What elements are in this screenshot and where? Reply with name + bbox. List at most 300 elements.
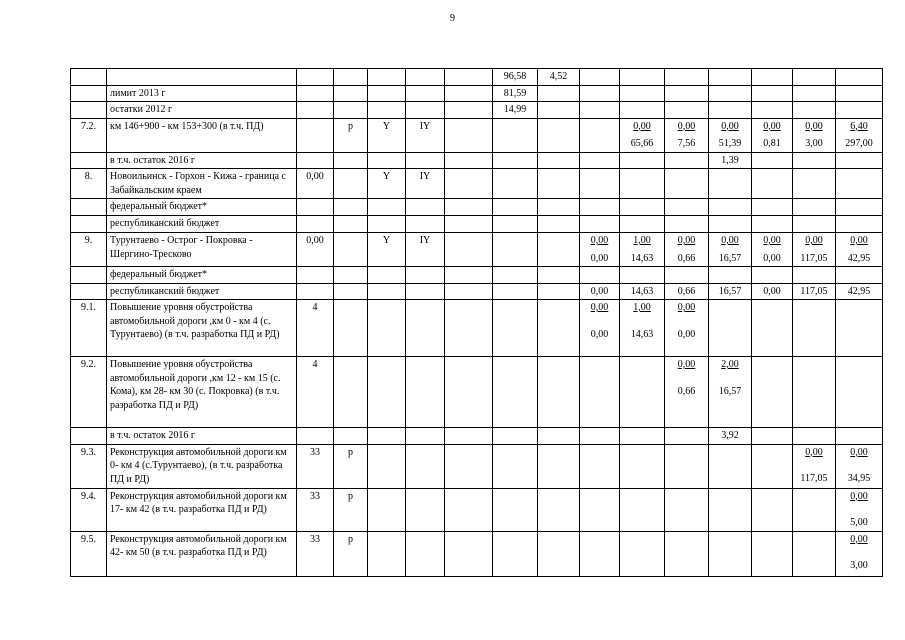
value-cell xyxy=(538,444,580,488)
cell-bottom-value: 3,00 xyxy=(805,138,823,149)
value-cell xyxy=(406,531,445,576)
description-cell xyxy=(107,69,297,86)
value-cell xyxy=(368,444,406,488)
cell-top-value: 0,00 xyxy=(763,120,781,132)
value-cell xyxy=(793,444,836,488)
value-cell xyxy=(752,216,793,233)
value-cell xyxy=(368,283,406,300)
value-cell xyxy=(445,85,493,102)
value-cell xyxy=(793,169,836,199)
cell-bottom-value: 3,00 xyxy=(850,560,868,571)
row-number-cell: 9. xyxy=(71,233,107,267)
cell-bottom-value: 0,00 xyxy=(763,252,781,264)
value-cell xyxy=(334,102,368,119)
value-cell xyxy=(836,488,883,531)
value-cell: IY xyxy=(406,118,445,152)
cell-bottom-value: 34,95 xyxy=(847,473,871,484)
value-cell xyxy=(368,102,406,119)
value-cell xyxy=(406,216,445,233)
value-cell xyxy=(793,428,836,445)
value-cell xyxy=(580,69,620,86)
cell-bottom-value: 42,95 xyxy=(847,252,871,264)
description-cell: Реконструкция автомобильной дороги км 0- км 4 (с.Турунтаево), (в т.ч. разработка ПД и РД) xyxy=(107,444,297,488)
value-cell: IY xyxy=(406,233,445,267)
value-cell xyxy=(368,69,406,86)
value-cell: р xyxy=(334,488,368,531)
value-cell xyxy=(538,531,580,576)
value-cell xyxy=(709,300,752,357)
value-cell: 4,52 xyxy=(538,69,580,86)
value-cell xyxy=(709,267,752,284)
value-cell xyxy=(406,267,445,284)
description-cell: Новоильинск - Горхон - Кижа - граница с Забайкальским краем xyxy=(107,169,297,199)
table-row xyxy=(71,428,883,445)
value-cell xyxy=(620,428,665,445)
value-cell: 117,05 xyxy=(793,283,836,300)
value-cell xyxy=(620,357,665,428)
value-cell xyxy=(709,169,752,199)
value-cell xyxy=(752,488,793,531)
value-cell xyxy=(580,118,620,152)
value-cell xyxy=(297,85,334,102)
value-cell xyxy=(368,199,406,216)
cell-bottom-value: 0,66 xyxy=(677,385,696,397)
value-cell xyxy=(709,531,752,576)
value-cell xyxy=(709,199,752,216)
value-cell xyxy=(368,488,406,531)
value-cell xyxy=(406,357,445,428)
value-cell xyxy=(538,118,580,152)
value-cell xyxy=(836,102,883,119)
row-number-cell: 9.4. xyxy=(71,488,107,531)
value-cell xyxy=(665,118,709,152)
value-cell xyxy=(665,488,709,531)
value-cell xyxy=(493,283,538,300)
value-cell xyxy=(709,444,752,488)
value-cell xyxy=(445,531,493,576)
value-cell xyxy=(493,152,538,169)
value-cell xyxy=(793,152,836,169)
cell-bottom-value: 16,57 xyxy=(718,385,742,397)
table-row xyxy=(71,357,883,428)
value-cell xyxy=(406,283,445,300)
value-cell xyxy=(836,199,883,216)
value-cell: Y xyxy=(368,233,406,267)
value-cell xyxy=(297,118,334,152)
description-cell: Реконструкция автомобильной дороги км 42- км 50 (в т.ч. разработка ПД и РД) xyxy=(107,531,297,576)
value-cell xyxy=(752,357,793,428)
table-row xyxy=(71,531,883,576)
value-cell xyxy=(793,118,836,152)
value-cell xyxy=(445,169,493,199)
row-number-cell xyxy=(71,283,107,300)
value-cell xyxy=(580,357,620,428)
value-cell: 33 xyxy=(297,488,334,531)
value-cell xyxy=(445,267,493,284)
table-row xyxy=(71,444,883,488)
cell-top-value: 0,00 xyxy=(677,120,696,132)
value-cell xyxy=(793,69,836,86)
cell-top-value: 0,00 xyxy=(763,235,781,246)
value-cell xyxy=(406,199,445,216)
value-cell xyxy=(620,102,665,119)
value-cell xyxy=(445,428,493,445)
value-cell xyxy=(445,444,493,488)
value-cell xyxy=(334,357,368,428)
value-cell xyxy=(836,444,883,488)
cell-top-value: 0,00 xyxy=(850,490,868,502)
value-cell xyxy=(538,283,580,300)
value-cell xyxy=(836,169,883,199)
value-cell xyxy=(538,300,580,357)
value-cell xyxy=(752,428,793,445)
row-number-cell: 9.2. xyxy=(71,357,107,428)
value-cell: Y xyxy=(368,118,406,152)
cell-top-value: 0,00 xyxy=(850,235,868,246)
value-cell xyxy=(752,444,793,488)
table-row xyxy=(71,283,883,300)
value-cell xyxy=(538,216,580,233)
value-cell xyxy=(665,233,709,267)
value-cell xyxy=(580,199,620,216)
value-cell: 0,00 xyxy=(580,283,620,300)
value-cell xyxy=(620,69,665,86)
table-row xyxy=(71,488,883,531)
description-cell: км 146+900 - км 153+300 (в т.ч. ПД) xyxy=(107,118,297,152)
value-cell xyxy=(580,488,620,531)
value-cell xyxy=(334,199,368,216)
cell-bottom-value: 65,66 xyxy=(630,138,654,149)
value-cell xyxy=(665,357,709,428)
value-cell xyxy=(493,488,538,531)
value-cell xyxy=(297,267,334,284)
value-cell xyxy=(368,85,406,102)
value-cell xyxy=(836,69,883,86)
value-cell xyxy=(445,102,493,119)
value-cell: 3,92 xyxy=(709,428,752,445)
value-cell xyxy=(620,152,665,169)
value-cell xyxy=(580,267,620,284)
value-cell xyxy=(709,357,752,428)
value-cell xyxy=(580,428,620,445)
value-cell xyxy=(297,428,334,445)
value-cell xyxy=(334,233,368,267)
value-cell xyxy=(665,69,709,86)
value-cell xyxy=(334,69,368,86)
value-cell xyxy=(620,488,665,531)
cell-top-value: 0,00 xyxy=(805,120,823,132)
value-cell xyxy=(793,233,836,267)
value-cell xyxy=(368,152,406,169)
description-cell: федеральный бюджет* xyxy=(107,199,297,216)
value-cell xyxy=(620,444,665,488)
value-cell xyxy=(793,357,836,428)
value-cell: 4 xyxy=(297,357,334,428)
cell-bottom-value: 0,00 xyxy=(677,328,696,340)
row-number-cell: 9.3. xyxy=(71,444,107,488)
value-cell: 0,00 xyxy=(752,283,793,300)
value-cell xyxy=(297,216,334,233)
value-cell xyxy=(836,233,883,267)
value-cell xyxy=(445,199,493,216)
value-cell xyxy=(368,531,406,576)
value-cell xyxy=(538,152,580,169)
value-cell xyxy=(620,216,665,233)
value-cell xyxy=(334,267,368,284)
cell-top-value: 0,00 xyxy=(590,302,609,313)
cell-bottom-value: 117,05 xyxy=(800,473,828,484)
value-cell xyxy=(580,233,620,267)
table-row xyxy=(71,216,883,233)
value-cell xyxy=(334,300,368,357)
value-cell xyxy=(580,152,620,169)
description-cell: в т.ч. остаток 2016 г xyxy=(107,152,297,169)
value-cell xyxy=(620,300,665,357)
value-cell xyxy=(752,300,793,357)
row-number-cell: 9.5. xyxy=(71,531,107,576)
value-cell xyxy=(620,85,665,102)
value-cell xyxy=(538,428,580,445)
value-cell xyxy=(297,102,334,119)
value-cell xyxy=(580,444,620,488)
description-cell: Повышение уровня обустройства автомобильной дороги ,км 12 - км 15 (с. Кома), км 28- км 30 (с. Покровка) (в т.ч. разработка ПД и РД) xyxy=(107,357,297,428)
value-cell xyxy=(538,267,580,284)
cell-top-value: 0,00 xyxy=(721,120,739,132)
value-cell xyxy=(793,216,836,233)
value-cell xyxy=(538,169,580,199)
value-cell xyxy=(836,216,883,233)
value-cell xyxy=(580,102,620,119)
value-cell: 0,00 xyxy=(297,233,334,267)
value-cell xyxy=(793,531,836,576)
table-row xyxy=(71,300,883,357)
value-cell xyxy=(793,199,836,216)
value-cell xyxy=(620,169,665,199)
description-cell: остатки 2012 г xyxy=(107,102,297,119)
description-cell: Реконструкция автомобильной дороги км 17- км 42 (в т.ч. разработка ПД и РД) xyxy=(107,488,297,531)
value-cell xyxy=(665,152,709,169)
value-cell xyxy=(836,152,883,169)
table-row xyxy=(71,267,883,284)
value-cell xyxy=(580,300,620,357)
value-cell xyxy=(368,216,406,233)
value-cell: 14,99 xyxy=(493,102,538,119)
value-cell xyxy=(836,428,883,445)
cell-bottom-value: 117,05 xyxy=(800,252,828,264)
table-row xyxy=(71,169,883,199)
value-cell xyxy=(538,357,580,428)
value-cell xyxy=(406,85,445,102)
value-cell: 16,57 xyxy=(709,283,752,300)
value-cell xyxy=(334,216,368,233)
value-cell xyxy=(836,300,883,357)
row-number-cell xyxy=(71,428,107,445)
value-cell xyxy=(538,102,580,119)
value-cell xyxy=(580,531,620,576)
row-number-cell xyxy=(71,69,107,86)
value-cell: 4 xyxy=(297,300,334,357)
value-cell: 81,59 xyxy=(493,85,538,102)
value-cell xyxy=(538,85,580,102)
value-cell xyxy=(334,428,368,445)
value-cell xyxy=(620,199,665,216)
value-cell: 33 xyxy=(297,444,334,488)
value-cell xyxy=(493,428,538,445)
value-cell xyxy=(334,85,368,102)
value-cell xyxy=(836,267,883,284)
cell-top-value: 6,40 xyxy=(850,120,868,132)
value-cell xyxy=(538,488,580,531)
value-cell xyxy=(793,85,836,102)
value-cell xyxy=(406,444,445,488)
value-cell xyxy=(493,531,538,576)
value-cell: Y xyxy=(368,169,406,199)
cell-top-value: 0,00 xyxy=(677,235,696,246)
value-cell xyxy=(406,102,445,119)
value-cell xyxy=(445,152,493,169)
value-cell xyxy=(445,488,493,531)
cell-bottom-value: 16,57 xyxy=(718,252,742,264)
value-cell xyxy=(709,488,752,531)
value-cell xyxy=(836,85,883,102)
cell-top-value: 0,00 xyxy=(721,235,739,246)
value-cell xyxy=(445,357,493,428)
value-cell xyxy=(445,216,493,233)
value-cell xyxy=(538,233,580,267)
cell-bottom-value: 297,00 xyxy=(845,138,873,149)
value-cell xyxy=(406,488,445,531)
value-cell xyxy=(493,233,538,267)
cell-top-value: 1,00 xyxy=(633,235,651,246)
value-cell: 0,66 xyxy=(665,283,709,300)
value-cell xyxy=(709,216,752,233)
value-cell xyxy=(406,152,445,169)
value-cell xyxy=(665,85,709,102)
row-number-cell xyxy=(71,199,107,216)
row-number-cell: 8. xyxy=(71,169,107,199)
value-cell xyxy=(752,233,793,267)
value-cell xyxy=(665,169,709,199)
value-cell xyxy=(493,216,538,233)
value-cell xyxy=(793,300,836,357)
description-cell: Повышение уровня обустройства автомобильной дороги ,км 0 - км 4 (с. Турунтаево) (в т.ч. разработка ПД и РД) xyxy=(107,300,297,357)
value-cell: 96,58 xyxy=(493,69,538,86)
cell-top-value: 0,00 xyxy=(850,533,868,545)
value-cell xyxy=(752,118,793,152)
value-cell xyxy=(665,102,709,119)
value-cell xyxy=(709,85,752,102)
value-cell xyxy=(445,118,493,152)
value-cell xyxy=(709,102,752,119)
description-cell: в т.ч. остаток 2016 г xyxy=(107,428,297,445)
table-row xyxy=(71,118,883,152)
value-cell xyxy=(493,357,538,428)
row-number-cell xyxy=(71,85,107,102)
value-cell xyxy=(580,216,620,233)
value-cell xyxy=(493,169,538,199)
value-cell xyxy=(709,118,752,152)
table-row xyxy=(71,85,883,102)
value-cell xyxy=(406,300,445,357)
cell-top-value: 0,00 xyxy=(850,446,868,458)
cell-bottom-value: 51,39 xyxy=(718,138,742,149)
value-cell xyxy=(445,233,493,267)
value-cell xyxy=(793,267,836,284)
value-cell xyxy=(665,300,709,357)
value-cell: р xyxy=(334,444,368,488)
cell-top-value: 1,00 xyxy=(633,302,651,313)
cell-top-value: 0,00 xyxy=(805,446,823,458)
value-cell xyxy=(406,428,445,445)
value-cell: 42,95 xyxy=(836,283,883,300)
cell-top-value: 2,00 xyxy=(721,359,739,370)
value-cell xyxy=(493,199,538,216)
value-cell: IY xyxy=(406,169,445,199)
value-cell xyxy=(445,69,493,86)
table-row xyxy=(71,233,883,267)
value-cell: 33 xyxy=(297,531,334,576)
table-row xyxy=(71,152,883,169)
value-cell xyxy=(752,169,793,199)
row-number-cell xyxy=(71,216,107,233)
value-cell xyxy=(368,300,406,357)
value-cell: 0,00 xyxy=(297,169,334,199)
table-row xyxy=(71,102,883,119)
cell-top-value: 0,00 xyxy=(633,120,651,132)
table-row xyxy=(71,199,883,216)
value-cell xyxy=(445,283,493,300)
value-cell xyxy=(752,267,793,284)
cell-bottom-value: 0,00 xyxy=(590,328,609,340)
value-cell xyxy=(297,152,334,169)
value-cell xyxy=(752,69,793,86)
description-cell: лимит 2013 г xyxy=(107,85,297,102)
cell-bottom-value: 0,66 xyxy=(677,252,696,264)
value-cell: 1,39 xyxy=(709,152,752,169)
value-cell xyxy=(334,152,368,169)
value-cell xyxy=(709,69,752,86)
value-cell xyxy=(665,428,709,445)
value-cell xyxy=(334,169,368,199)
value-cell xyxy=(752,199,793,216)
value-cell xyxy=(493,118,538,152)
cell-bottom-value: 0,00 xyxy=(590,252,609,264)
value-cell: р xyxy=(334,118,368,152)
value-cell xyxy=(793,102,836,119)
cell-bottom-value: 0,81 xyxy=(763,138,781,149)
table-row xyxy=(71,69,883,86)
cell-top-value: 0,00 xyxy=(805,235,823,246)
value-cell xyxy=(493,444,538,488)
value-cell xyxy=(620,233,665,267)
value-cell xyxy=(334,283,368,300)
cell-bottom-value: 5,00 xyxy=(850,517,868,528)
value-cell xyxy=(665,531,709,576)
value-cell xyxy=(620,267,665,284)
document-table xyxy=(70,68,883,577)
page-number: 9 xyxy=(450,13,455,24)
description-cell: Турунтаево - Острог - Покровка - Шергино-Тресково xyxy=(107,233,297,267)
row-number-cell xyxy=(71,267,107,284)
value-cell xyxy=(368,428,406,445)
value-cell xyxy=(368,357,406,428)
value-cell xyxy=(445,300,493,357)
description-cell: республиканский бюджет xyxy=(107,283,297,300)
value-cell xyxy=(297,283,334,300)
cell-top-value: 0,00 xyxy=(590,235,609,246)
value-cell xyxy=(368,267,406,284)
cell-top-value: 0,00 xyxy=(677,359,696,370)
